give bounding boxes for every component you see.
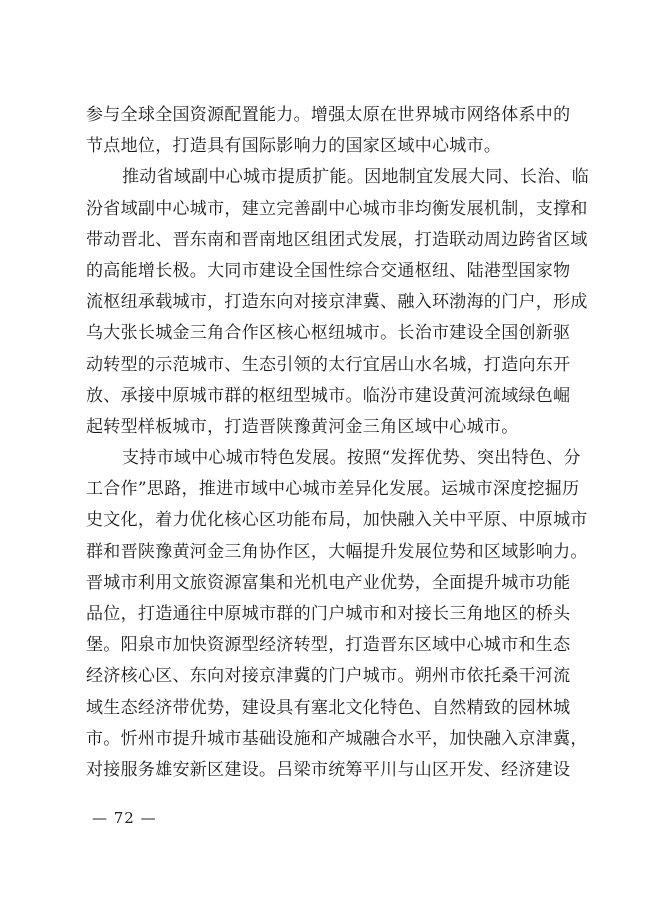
- page-number: — 72 —: [92, 809, 157, 827]
- text-line: 流枢纽承载城市，打造东向对接京津冀、融入环渤海的门户，形成: [86, 292, 588, 313]
- text-line: 对接服务雄安新区建设。吕梁市统筹平川与山区开发、经济建设: [86, 759, 571, 780]
- text-line: 的高能增长极。大同市建设全国性综合交通枢纽、陆港型国家物: [86, 260, 571, 281]
- text-line: 史文化，着力优化核心区功能布局，加快融入关中平原、中原城市: [86, 510, 588, 531]
- text-line: 工合作”思路，推进市域中心城市差异化发展。运城市深度挖掘历: [86, 479, 580, 500]
- text-line: 堡。阳泉市加快资源型经济转型，打造晋东区域中心城市和生态: [86, 635, 571, 656]
- text-line: 带动晋北、晋东南和晋南地区组团式发展，打造联动周边跨省区域: [86, 229, 588, 250]
- text-line: 参与全球全国资源配置能力。增强太原在世界城市网络体系中的: [86, 105, 571, 125]
- text-line: 品位，打造通往中原城市群的门户城市和对接长三角地区的桥头: [86, 604, 571, 624]
- text-line: 乌大张长城金三角合作区核心枢纽城市。长治市建设全国创新驱: [86, 323, 571, 344]
- text-line: 起转型样板城市，打造晋陕豫黄河金三角区域中心城市。: [86, 416, 519, 437]
- text-line: 经济核心区、东向对接京津冀的门户城市。朔州市依托桑干河流: [86, 666, 571, 687]
- paragraph-heading-line: 推动省域副中心城市提质扩能。因地制宜发展大同、长治、临: [122, 167, 590, 188]
- text-line: 动转型的示范城市、生态引领的太行宜居山水名城，打造向东开: [86, 354, 571, 375]
- text-line: 市。忻州市提升城市基础设施和产城融合水平，加快融入京津冀，: [86, 728, 588, 749]
- text-line: 汾省域副中心城市，建立完善副中心城市非均衡发展机制，支撑和: [86, 198, 588, 219]
- text-line: 晋城市利用文旅资源富集和光机电产业优势，全面提升城市功能: [86, 572, 571, 593]
- text-line: 节点地位，打造具有国际影响力的国家区域中心城市。: [86, 136, 502, 157]
- text-line: 群和晋陕豫黄河金三角协作区，大幅提升发展位势和区域影响力。: [86, 541, 588, 562]
- text-line: 域生态经济带优势，建设具有塞北文化特色、自然精致的园林城: [86, 697, 571, 718]
- document-body: [86, 100, 590, 786]
- text-line: 放、承接中原城市群的枢纽型城市。临汾市建设黄河流域绿色崛: [86, 385, 571, 406]
- paragraph-heading-line: 支持市域中心城市特色发展。按照“发挥优势、突出特色、分: [122, 448, 581, 469]
